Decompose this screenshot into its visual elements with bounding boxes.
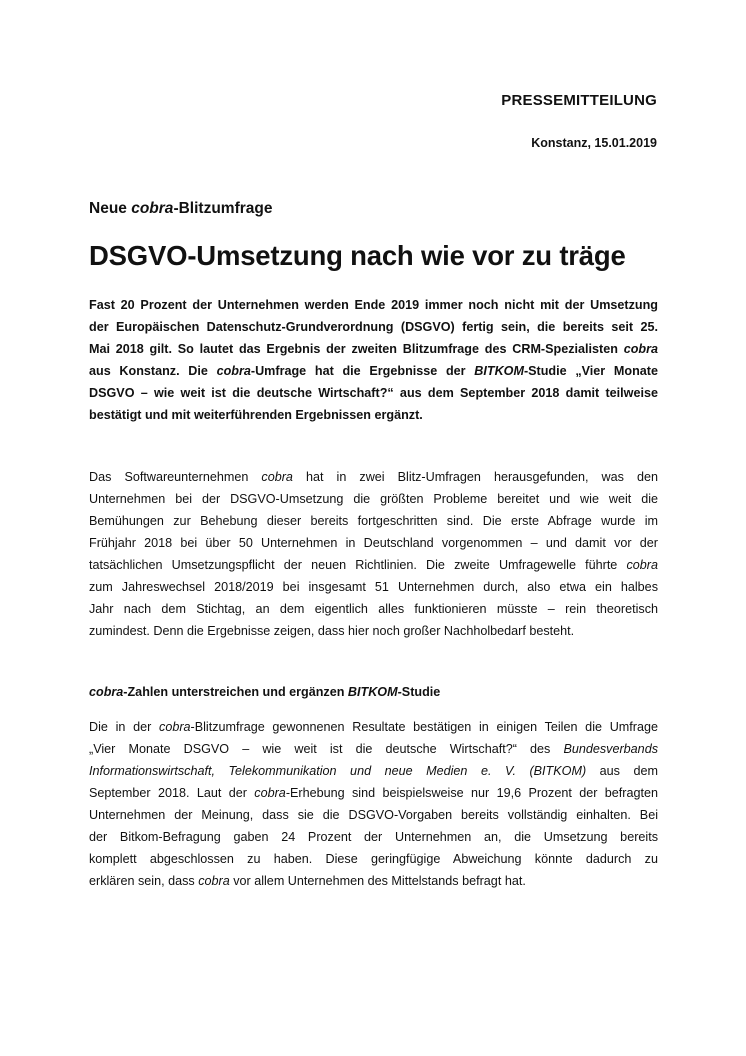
body-text: -Erhebung sind beispielsweise nur 19,6 Prozent der befragten xyxy=(285,786,658,800)
body-line xyxy=(89,870,658,892)
body-emphasis: Informationswirtschaft, Telekommunikation und neue Medien e. V. (BITKOM) xyxy=(89,764,587,778)
body-text: Das Softwareunternehmen xyxy=(89,470,262,484)
lead-line: Fast 20 Prozent der Unternehmen werden Ende 2019 immer noch nicht mit der Umsetzung xyxy=(89,298,658,312)
lead-paragraph xyxy=(89,294,658,426)
body-emphasis: Bundesverbands xyxy=(563,742,658,756)
press-release-label: PRESSEMITTEILUNG xyxy=(501,92,657,109)
lead-line xyxy=(89,360,658,382)
subheading-prefix: Neue xyxy=(89,200,132,217)
section-heading-text: -Studie xyxy=(397,685,441,699)
body-line: der Bitkom-Befragung gaben 24 Prozent der Unternehmen an, die Umsetzung bereits xyxy=(89,830,658,844)
lead-text: Mai 2018 gilt. So lautet das Ergebnis der zweiten Blitzumfrage des CRM-Spezialisten xyxy=(89,342,624,356)
body-text: vor allem Unternehmen des Mittelstands befragt hat. xyxy=(229,874,526,888)
body-line: Jahr nach dem Stichtag, an dem eigentlich alles funktionieren müsste – rein theoretisch xyxy=(89,602,658,616)
body-brand: cobra xyxy=(159,720,191,734)
body-text: hat in zwei Blitz-Umfragen herausgefunden, was den xyxy=(292,470,658,484)
body-line xyxy=(89,738,658,760)
body-text: erklären sein, dass xyxy=(89,874,199,888)
lead-brand: cobra xyxy=(216,364,251,378)
lead-brand: BITKOM xyxy=(474,364,524,378)
body-line xyxy=(89,760,658,782)
body-line: Unternehmen bei der DSGVO-Umsetzung die größten Probleme bereitet und wie weit die xyxy=(89,492,658,506)
section-heading-brand: cobra xyxy=(89,685,124,699)
body-line xyxy=(89,554,658,576)
body-paragraph-2 xyxy=(89,716,658,892)
body-line: zum Jahreswechsel 2018/2019 bei insgesamt 51 Unternehmen durch, also etwa ein halbes xyxy=(89,580,658,594)
body-text: aus dem xyxy=(586,764,658,778)
body-paragraph-1 xyxy=(89,466,658,642)
body-text: -Blitzumfrage gewonnenen Resultate bestätigen in einigen Teilen die Umfrage xyxy=(190,720,658,734)
lead-text: -Studie „Vier Monate xyxy=(523,364,658,378)
section-heading xyxy=(89,685,658,699)
lead-brand: cobra xyxy=(623,342,658,356)
headline: DSGVO-Umsetzung nach wie vor zu träge xyxy=(89,240,626,271)
body-text: September 2018. Laut der xyxy=(89,786,255,800)
body-line xyxy=(89,466,658,488)
body-brand: cobra xyxy=(198,874,230,888)
lead-text: aus Konstanz. Die xyxy=(89,364,217,378)
body-line: Bemühungen zur Behebung dieser bereits fortgeschritten sind. Die erste Abfrage wurde im xyxy=(89,514,658,528)
body-text: „Vier Monate DSGVO – wie weit ist die deutsche Wirtschaft?“ des xyxy=(89,742,564,756)
body-line: zumindest. Denn die Ergebnisse zeigen, dass hier noch großer Nachholbedarf besteht. xyxy=(89,624,575,638)
body-line: Frühjahr 2018 bei über 50 Unternehmen in Deutschland vorgenommen – und damit vor der xyxy=(89,536,658,550)
body-line xyxy=(89,782,658,804)
body-line: komplett abgeschlossen zu haben. Diese geringfügige Abweichung könnte dadurch zu xyxy=(89,852,658,866)
subheading-suffix: -Blitzumfrage xyxy=(173,200,273,217)
body-line: Unternehmen der Meinung, dass sie die DSGVO-Vorgaben bereits vollständig einhalten. Bei xyxy=(89,808,658,822)
lead-line: der Europäischen Datenschutz-Grundverordnung (DSGVO) fertig sein, die bereits seit 25. xyxy=(89,320,658,334)
dateline: Konstanz, 15.01.2019 xyxy=(531,136,657,150)
body-text: Die in der xyxy=(89,720,160,734)
body-brand: cobra xyxy=(261,470,293,484)
lead-text: -Umfrage hat die Ergebnisse der xyxy=(250,364,475,378)
section-heading-text: -Zahlen unterstreichen und ergänzen xyxy=(123,685,348,699)
subheading xyxy=(89,200,658,218)
lead-line: DSGVO – wie weit ist die deutsche Wirtschaft?“ aus dem September 2018 damit teilweise xyxy=(89,386,658,400)
body-text: tatsächlichen Umsetzungspflicht der neuen Richtlinien. Die zweite Umfragewelle führte xyxy=(89,558,627,572)
subheading-brand: cobra xyxy=(131,200,174,217)
body-brand: cobra xyxy=(626,558,658,572)
body-brand: cobra xyxy=(254,786,286,800)
lead-line xyxy=(89,338,658,360)
body-line xyxy=(89,716,658,738)
lead-line: bestätigt und mit weiterführenden Ergebnissen ergänzt. xyxy=(89,408,423,422)
section-heading-brand: BITKOM xyxy=(347,685,398,699)
